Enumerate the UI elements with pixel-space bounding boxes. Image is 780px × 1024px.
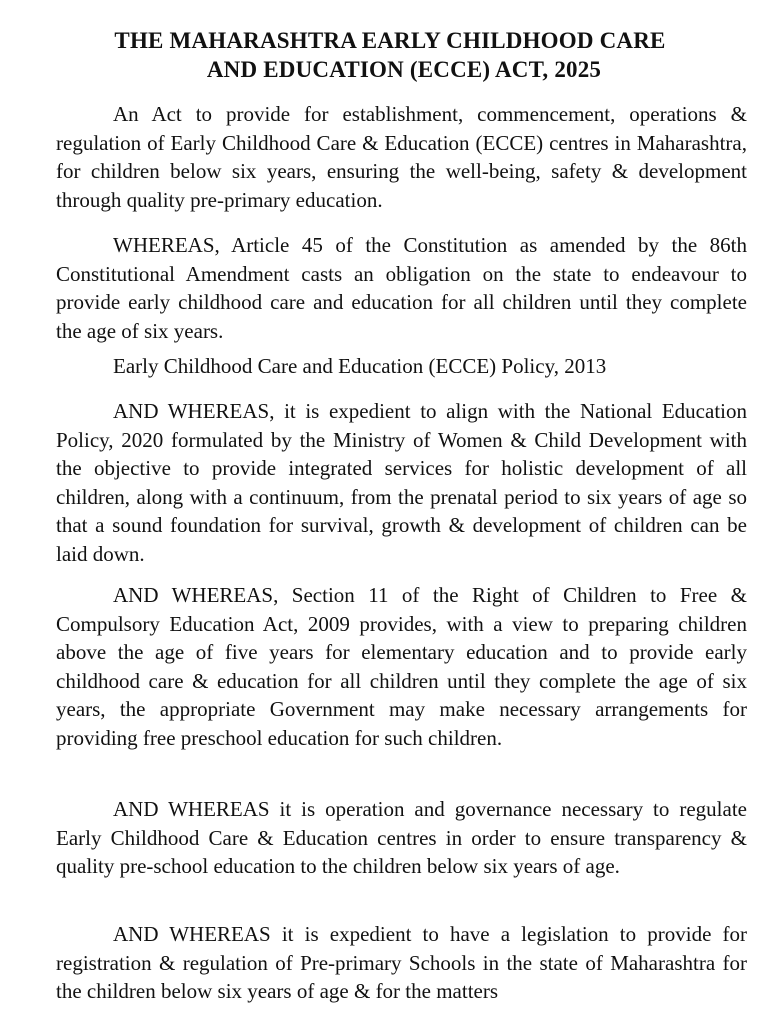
act-title <box>40 26 740 84</box>
ecce-policy-reference: Early Childhood Care and Education (ECCE) Policy, 2013 <box>113 354 607 378</box>
whereas-nep-paragraph: AND WHEREAS, it is expedient to align with the National Education Policy, 2020 formulated by the Ministry of Women & Child Development with the objective to provide integrated services for holistic development of all children, along with a continuum, from the prenatal period to six years of age so that a sound foundation for survival, growth & development of children can be laid down. <box>56 399 747 566</box>
whereas-legislation-paragraph: AND WHEREAS it is expedient to have a legislation to provide for registration & regulation of Pre-primary Schools in the state of Maharashtra for the children below six years of age & for the matters <box>56 922 747 1004</box>
preamble-paragraph: An Act to provide for establishment, commencement, operations & regulation of Early Childhood Care & Education (ECCE) centres in Maharashtra, for children below six years, ensuring the well-being, safety & development through quality pre-primary education. <box>56 102 747 212</box>
whereas-article-45-paragraph: WHEREAS, Article 45 of the Constitution as amended by the 86th Constitutional Amendment casts an obligation on the state to endeavour to provide early childhood care and education for all children until they complete the age of six years. <box>56 233 747 343</box>
whereas-rte-section-11-paragraph: AND WHEREAS, Section 11 of the Right of Children to Free & Compulsory Education Act, 2009 provides, with a view to preparing children above the age of five years for elementary education and to provide early childhood care & education for all children until they complete the age of six years, the appropriate Government may make necessary arrangements for providing free preschool education for such children. <box>56 583 747 750</box>
act-title-line-1: THE MAHARASHTRA EARLY CHILDHOOD CARE <box>114 28 666 53</box>
act-title-line-2: AND EDUCATION (ECCE) ACT, 2025 <box>206 57 602 82</box>
whereas-governance-paragraph: AND WHEREAS it is operation and governance necessary to regulate Early Childhood Care & Education centres in order to ensure transparency & quality pre-school education to the children below six years of age. <box>56 797 747 879</box>
